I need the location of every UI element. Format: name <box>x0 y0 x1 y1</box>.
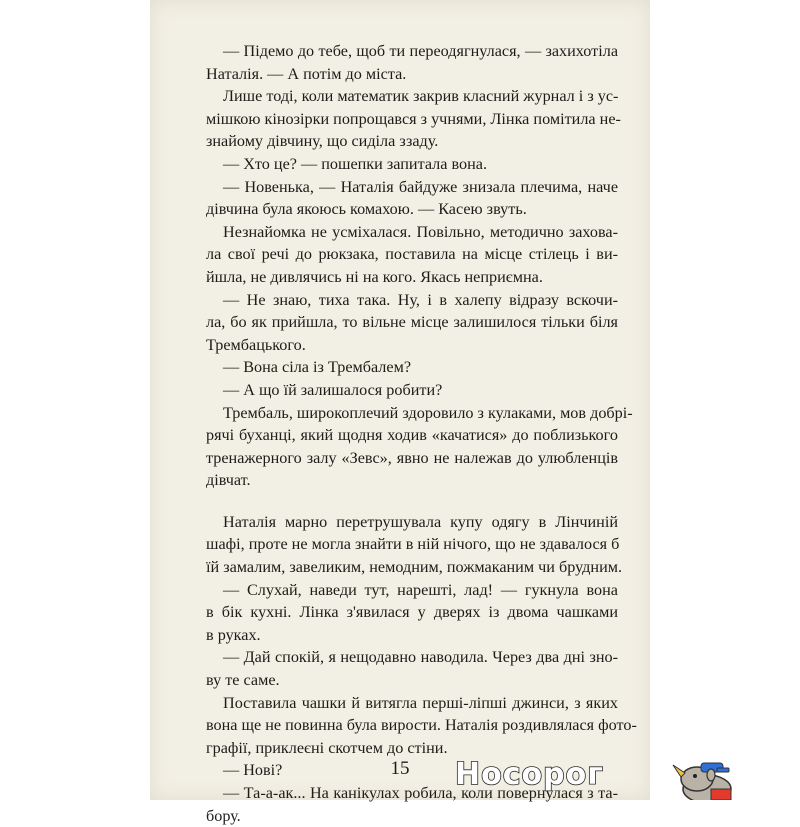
text-line: — Слухай, наведи тут, нарешті, лад! — гукнула вона <box>223 580 618 599</box>
paragraph <box>206 379 618 402</box>
book-page <box>150 0 650 825</box>
text-line: ла свої речі до рюкзака, поставила на місце стілець і ви- <box>206 245 618 264</box>
text-line: Лише тоді, коли математик закрив класний журнал і з ус- <box>223 87 619 106</box>
text-line: Наталія. — А потім до міста. <box>206 64 407 83</box>
text-line: шафі, проте не могла знайти в ній нічого, що не здавалося б <box>206 535 620 554</box>
paragraph <box>206 176 618 221</box>
text-line: знайому дівчину, що сиділа ззаду. <box>206 132 439 151</box>
page-body-text <box>206 40 637 827</box>
text-line: Трембацького. <box>206 335 306 354</box>
paragraph <box>206 511 623 579</box>
text-line: в бік кухні. Лінка з'явилася у дверях із двома чашками <box>206 603 618 622</box>
text-line: — А що їй залишалося робити? <box>223 380 443 399</box>
page-number: 15 <box>390 758 410 779</box>
rhino-mascot-icon <box>667 755 757 800</box>
text-line: бору. <box>206 806 241 825</box>
text-line: Поставила чашки й витягла перші-ліпші джинси, з яких <box>223 693 618 712</box>
text-line: графії, приклеєні скотчем до стіни. <box>206 738 448 757</box>
text-line: — Дай спокій, я нещодавно наводила. Через два дні зно- <box>223 648 618 667</box>
text-line: — Підемо до тебе, щоб ти переодягнулася, — захихотіла <box>223 42 618 60</box>
text-line: рячі буханці, який щодня ходив «качатися» до поблизького <box>206 426 618 445</box>
section-break <box>206 492 618 511</box>
paragraph <box>206 221 618 289</box>
text-line: — Новенька, — Наталія байдуже знизала плечима, наче <box>223 177 618 196</box>
text-line: — Нові? <box>223 761 283 780</box>
paragraph <box>206 402 633 492</box>
text-line: дівчина була якоюсь комахою. — Касею звуть. <box>206 200 527 219</box>
paragraph <box>206 692 637 760</box>
paragraph <box>206 40 618 85</box>
text-line: мішкою кінозірки попрощався з учнями, Лінка помітила не- <box>206 109 621 128</box>
text-line: Незнайомка не усміхалася. Повільно, методично захова- <box>223 222 618 241</box>
text-line: дівчат. <box>206 471 251 490</box>
paragraph <box>206 646 618 691</box>
paragraph <box>206 579 618 647</box>
paragraph <box>206 85 621 153</box>
text-line: ла, бо як прийшла, то вільне місце залишилося тільки біля <box>206 313 618 332</box>
text-line: їй замалим, завеликим, немодним, пожмаканим чи брудним. <box>206 558 623 577</box>
text-line: — Та-а-ак... На канікулах робила, коли повернулася з та- <box>223 784 618 802</box>
store-watermark <box>455 755 755 800</box>
watermark-logo-text: Носорог <box>455 757 604 792</box>
text-line: — Не знаю, тиха така. Ну, і в халепу відразу вскочи- <box>223 290 618 309</box>
text-line: Трембаль, широкоплечий здоровило з кулаками, мов добрі- <box>223 403 633 422</box>
text-line: Наталія марно перетрушувала купу одягу в Лінчиній <box>223 512 618 531</box>
paragraph <box>206 153 618 176</box>
text-line: — Хто це? — пошепки запитала вона. <box>223 154 488 173</box>
paragraph <box>206 356 618 379</box>
text-line: тренажерного залу «Зевс», явно не належав до улюбленців <box>206 448 618 467</box>
paragraph <box>206 289 618 357</box>
text-line: — Вона сіла із Трембалем? <box>223 358 411 377</box>
text-line: в руках. <box>206 625 261 644</box>
text-line: ву те саме. <box>206 671 280 690</box>
text-line: вона ще не повинна була вирости. Наталія роздивлялася фото- <box>206 716 637 735</box>
text-line: йшла, не дивлячись ні на кого. Якась неприємна. <box>206 267 543 286</box>
